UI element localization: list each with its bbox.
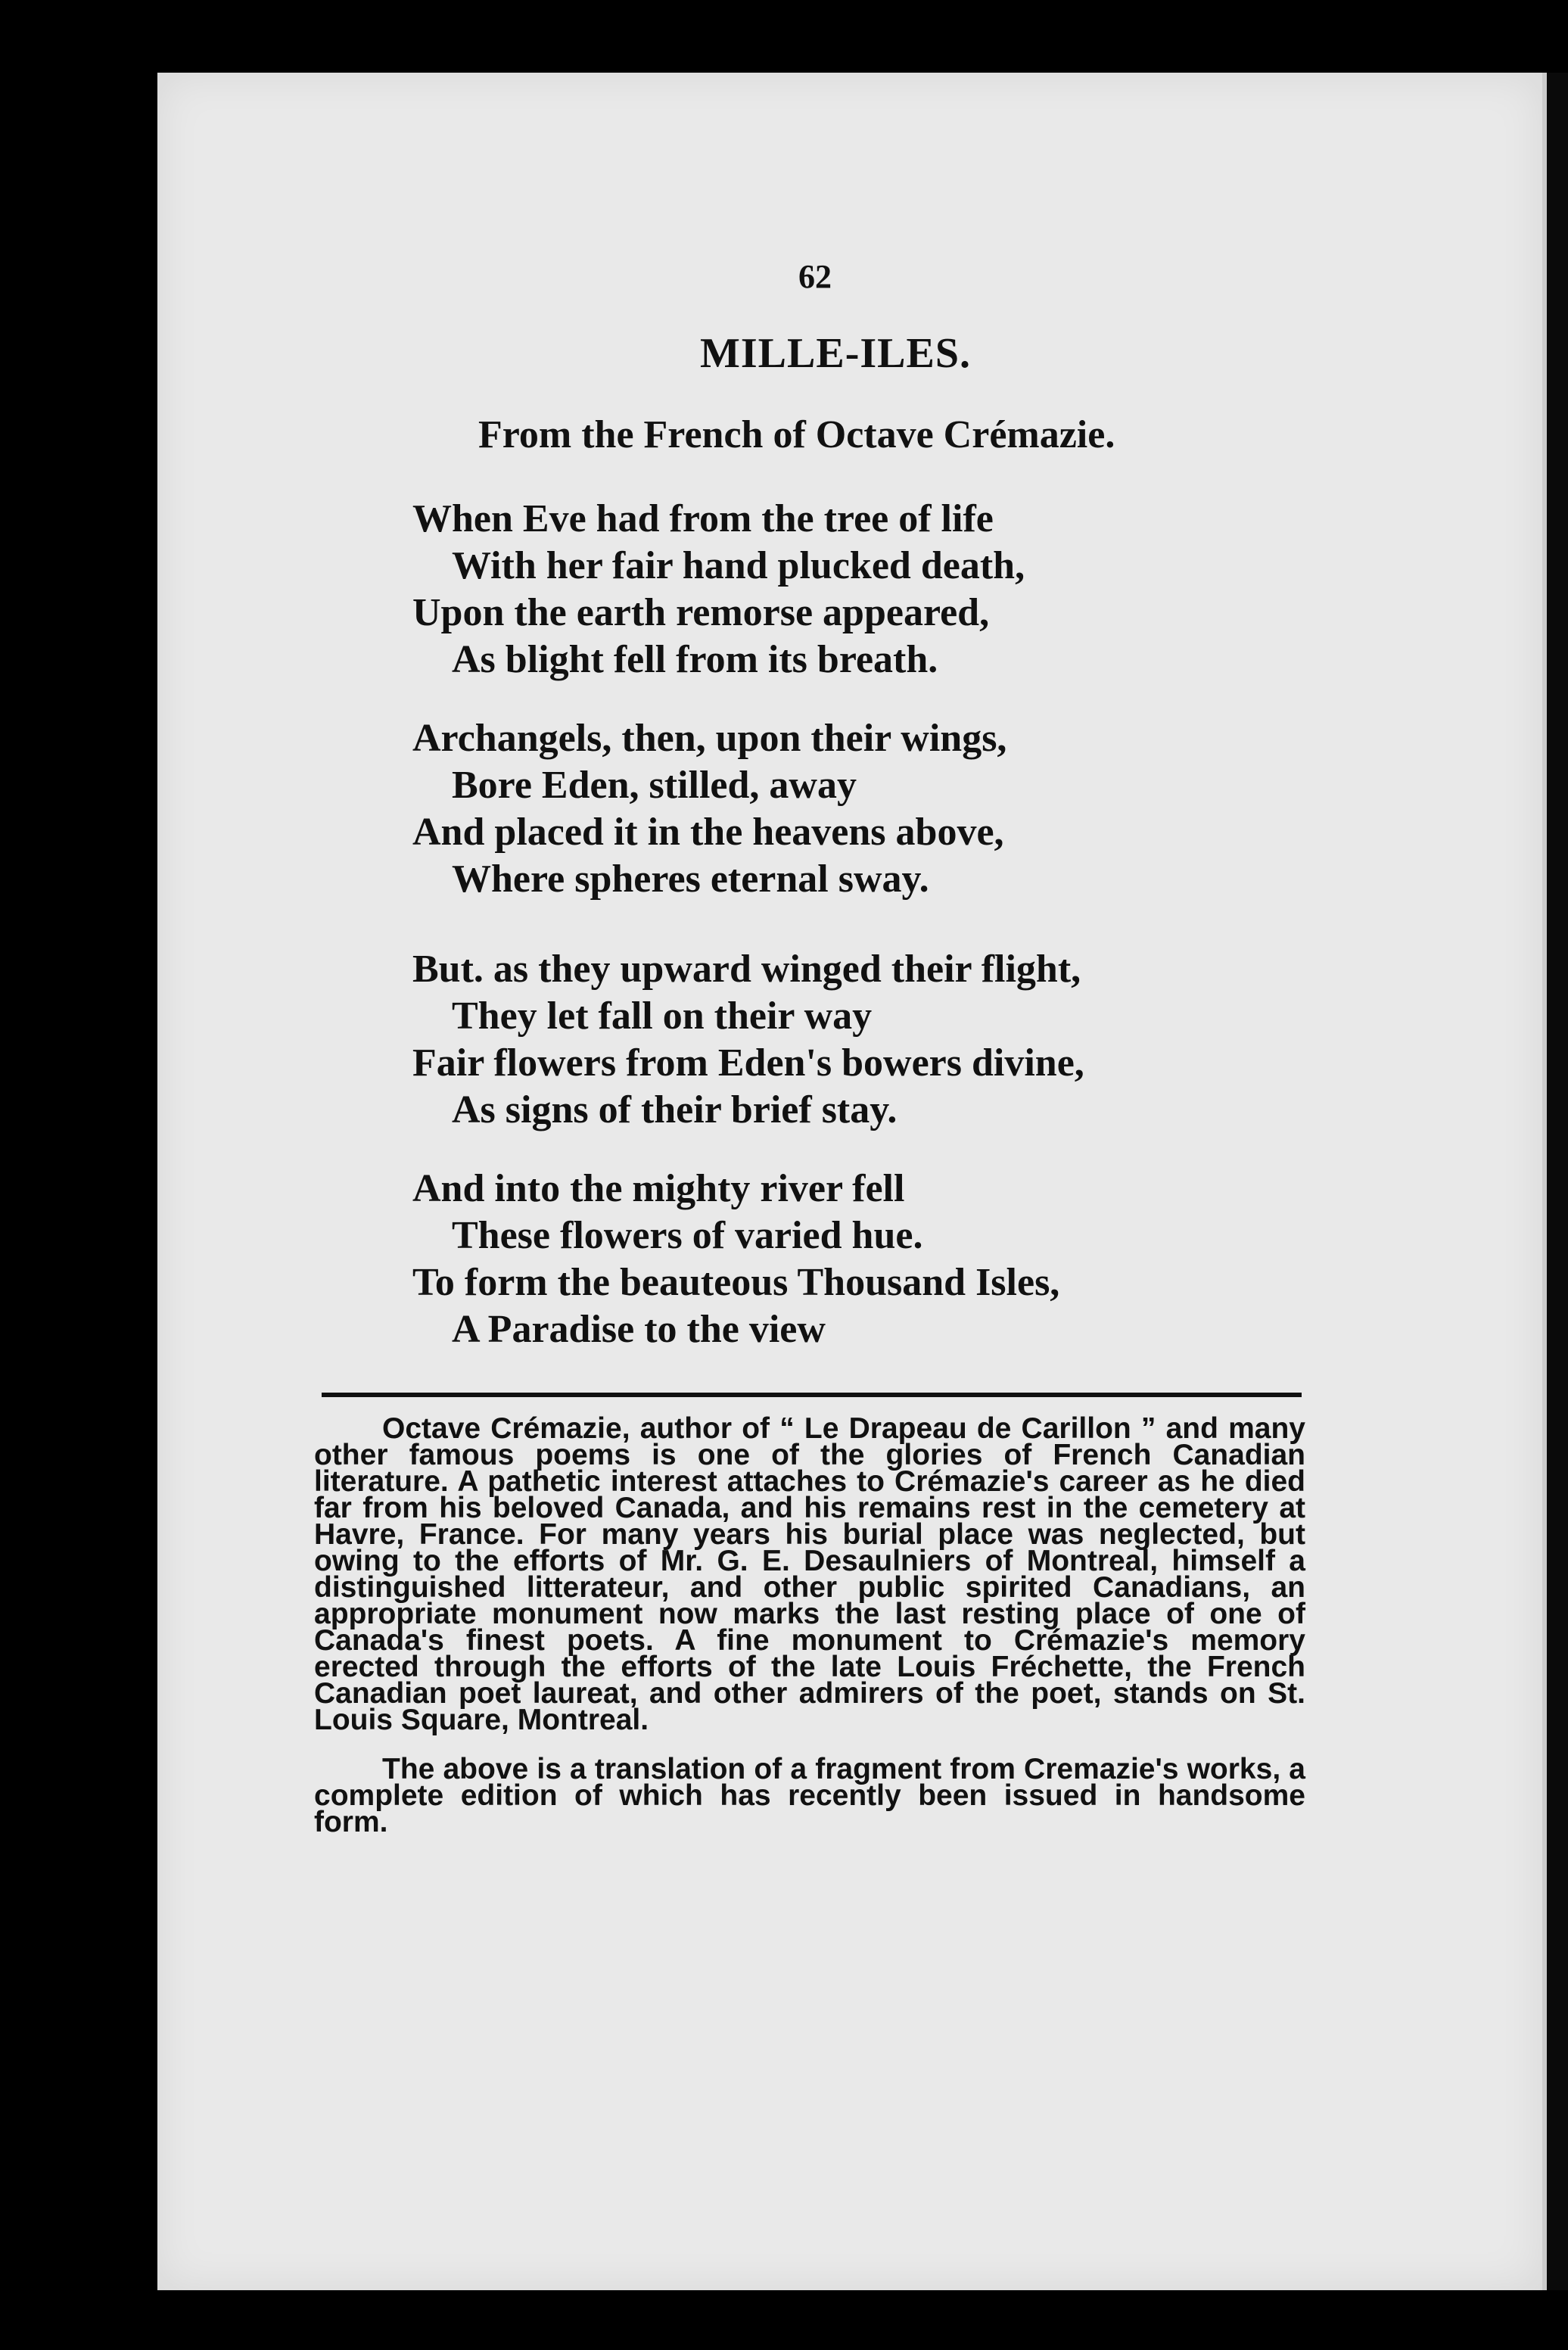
poem-subtitle: From the French of Octave Crémazie. (478, 413, 1115, 456)
footnote-paragraph: The above is a translation of a fragment from Cremazie's works, a complete edition of which has recently been issued in handsome form. (314, 1753, 1305, 1838)
verse-line: They let fall on their way (452, 994, 873, 1038)
verse-line: As blight fell from its breath. (452, 638, 938, 681)
verse-line: With her fair hand plucked death, (452, 544, 1025, 587)
verse-line: Bore Eden, stilled, away (452, 764, 857, 807)
stanza-2 (412, 715, 1245, 903)
verse-line: When Eve had from the tree of life (412, 497, 994, 540)
verse-line: A Paradise to the view (452, 1308, 826, 1351)
verse-line: But. as they upward winged their flight, (412, 948, 1081, 991)
verse-line: And placed it in the heavens above, (412, 811, 1004, 854)
stanza-1 (412, 496, 1245, 683)
verse-line: Where spheres eternal sway. (452, 858, 929, 901)
page-number: 62 (798, 258, 832, 295)
adjacent-page-edge (1542, 73, 1568, 2290)
verse-line: Archangels, then, upon their wings, (412, 717, 1007, 760)
verse-line: To form the beauteous Thousand Isles, (412, 1261, 1060, 1304)
footnote-divider (322, 1393, 1302, 1397)
verse-line: Fair flowers from Eden's bowers divine, (412, 1041, 1084, 1085)
verse-line: These flowers of varied hue. (452, 1214, 923, 1257)
verse-line: And into the mighty river fell (412, 1167, 905, 1210)
poem-title: MILLE-ILES. (700, 330, 971, 377)
stanza-4 (412, 1166, 1245, 1353)
stanza-3 (412, 946, 1245, 1134)
footnote-paragraph: Octave Crémazie, author of “ Le Drapeau de Carillon ” and many other famous poems is one of the glories of French Canadian literature. A pathetic interest attaches to Crémazie's career as he died far from his beloved Canada, and his remains rest in the cemetery at Havre, France. For many years his burial place was neglected, but owing to the efforts of Mr. G. E. Desaulniers of Montreal, himself a distinguished litterateur, and other public spirited Canadians, an appropriate monument now marks the last resting place of one of Canada's finest poets. A fine monument to Crémazie's memory erected through the efforts of the late Louis Fréchette, the French Canadian poet laureat, and other admirers of the poet, stands on St. Louis Square, Montreal. (314, 1412, 1305, 1736)
verse-line: As signs of their brief stay. (452, 1088, 898, 1131)
verse-line: Upon the earth remorse appeared, (412, 591, 990, 634)
footnote (314, 1412, 1305, 1858)
